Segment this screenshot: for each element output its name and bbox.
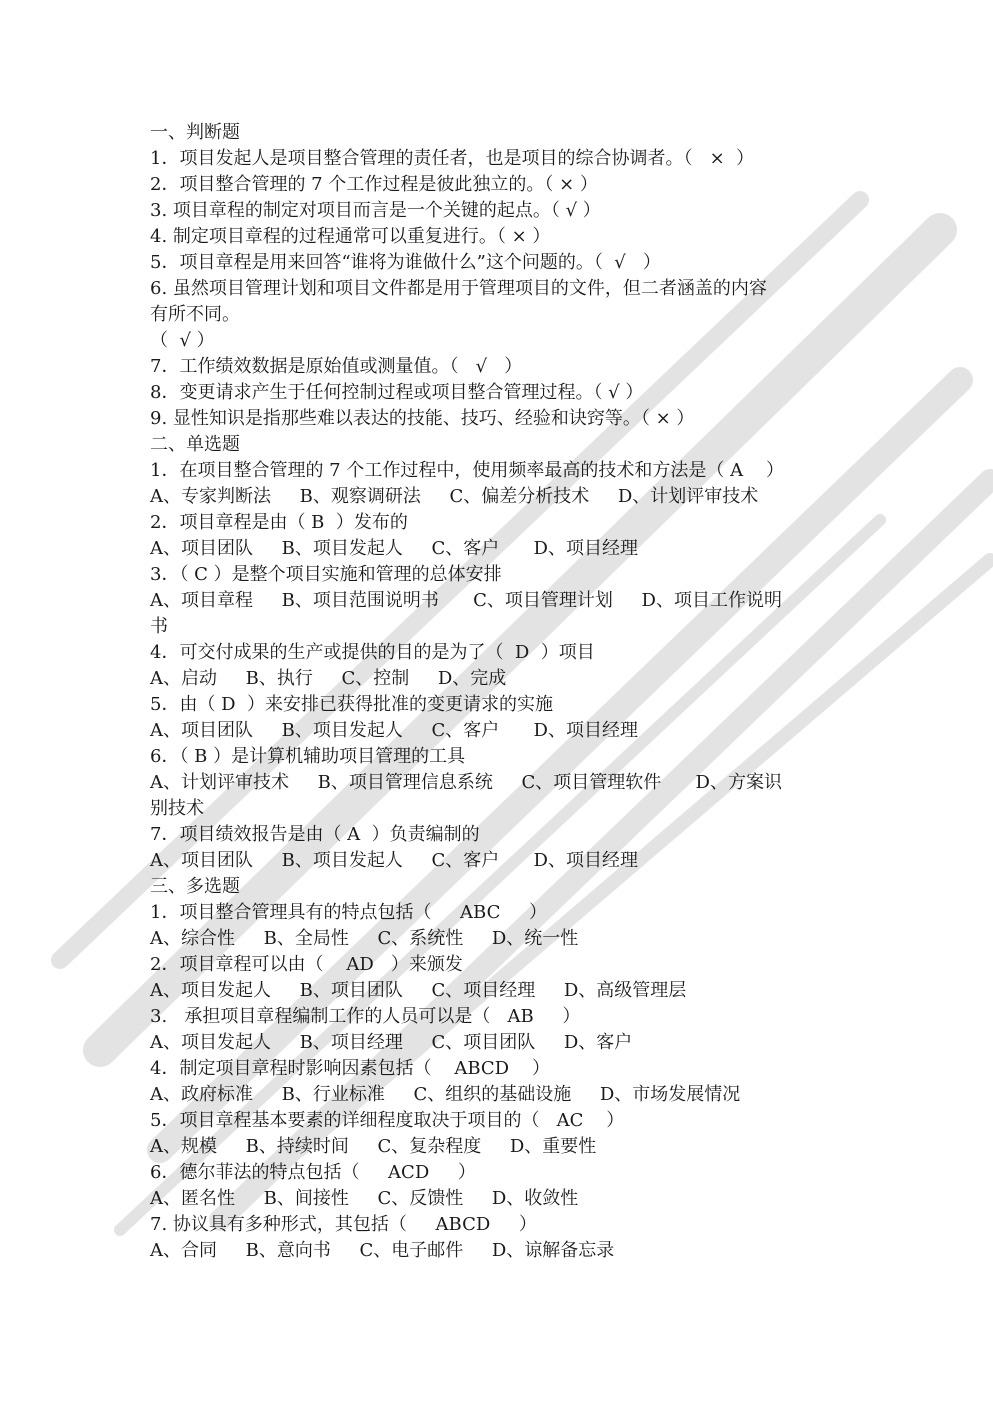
document-body: [150, 120, 850, 1264]
question-line: 7．工作绩效数据是原始值或测量值。（ √ ）: [150, 356, 523, 377]
question-line: 8．变更请求产生于任何控制过程或项目整合管理过程。（ √ ）: [150, 382, 644, 403]
options-line: A、启动 B、执行 C、控制 D、完成: [150, 668, 507, 689]
options-line: A、匿名性 B、间接性 C、反馈性 D、收敛性: [150, 1188, 579, 1209]
question-line: 3. 承担项目章程编制工作的人员可以是（ AB ）: [150, 1006, 581, 1027]
question-line: 有所不同。: [150, 304, 240, 325]
question-line: 2．项目章程可以由（ AD ）来颁发: [150, 954, 463, 975]
question-line: 2．项目整合管理的 7 个工作过程是彼此独立的。（ × ）: [150, 174, 598, 195]
options-line: A、计划评审技术 B、项目管理信息系统 C、项目管理软件 D、方案识: [150, 772, 782, 793]
options-line: 书: [150, 616, 168, 637]
question-line: 6．德尔菲法的特点包括（ ACD ）: [150, 1162, 476, 1183]
options-line: A、项目团队 B、项目发起人 C、客户 D、项目经理: [150, 850, 638, 871]
question-line: 2．项目章程是由（ B ）发布的: [150, 512, 408, 533]
options-line: A、综合性 B、全局性 C、系统性 D、统一性: [150, 928, 579, 949]
options-line: 别技术: [150, 798, 204, 819]
section-heading: 二、单选题: [150, 434, 240, 455]
question-line: 1．项目整合管理具有的特点包括（ ABC ）: [150, 902, 548, 923]
question-line: 5．项目章程是用来回答“谁将为谁做什么”这个问题的。（ √ ）: [150, 252, 661, 273]
options-line: A、项目团队 B、项目发起人 C、客户 D、项目经理: [150, 720, 638, 741]
question-line: 6．（ B ）是计算机辅助项目管理的工具: [150, 746, 466, 767]
options-line: A、合同 B、意向书 C、电子邮件 D、谅解备忘录: [150, 1240, 615, 1261]
section-multiple-choice: [150, 874, 850, 1264]
question-line: 7. 协议具有多种形式，其包括（ ABCD ）: [150, 1214, 537, 1235]
section-heading: 一、判断题: [150, 122, 240, 143]
options-line: A、项目章程 B、项目范围说明书 C、项目管理计划 D、项目工作说明: [150, 590, 782, 611]
section-true-false: [150, 120, 850, 432]
options-line: A、专家判断法 B、观察调研法 C、偏差分析技术 D、计划评审技术: [150, 486, 759, 507]
options-line: A、政府标准 B、行业标准 C、组织的基础设施 D、市场发展情况: [150, 1084, 741, 1105]
section-heading: 三、多选题: [150, 876, 240, 897]
question-line: 7．项目绩效报告是由（ A ）负责编制的: [150, 824, 480, 845]
section-single-choice: [150, 432, 850, 874]
question-line: 9. 显性知识是指那些难以表达的技能、技巧、经验和诀窍等。（ × ）: [150, 408, 695, 429]
options-line: A、项目发起人 B、项目经理 C、项目团队 D、客户: [150, 1032, 633, 1053]
question-line: （ √ ）: [150, 330, 215, 351]
question-line: 4．可交付成果的生产或提供的目的是为了（ D ）项目: [150, 642, 595, 663]
question-line: 4. 制定项目章程的过程通常可以重复进行。（ × ）: [150, 226, 551, 247]
question-line: 5．由（ D ）来安排已获得批准的变更请求的实施: [150, 694, 554, 715]
question-line: 1．项目发起人是项目整合管理的责任者，也是项目的综合协调者。（ × ）: [150, 148, 755, 169]
question-line: 5．项目章程基本要素的详细程度取决于项目的（ AC ）: [150, 1110, 625, 1131]
question-line: 6. 虽然项目管理计划和项目文件都是用于管理项目的文件，但二者涵盖的内容: [150, 278, 767, 299]
question-line: 4．制定项目章程时影响因素包括（ ABCD ）: [150, 1058, 550, 1079]
options-line: A、项目团队 B、项目发起人 C、客户 D、项目经理: [150, 538, 638, 559]
question-line: 3. 项目章程的制定对项目而言是一个关键的起点。（ √ ）: [150, 200, 601, 221]
question-line: 1．在项目整合管理的 7 个工作过程中，使用频率最高的技术和方法是（ A ）: [150, 460, 784, 481]
options-line: A、项目发起人 B、项目团队 C、项目经理 D、高级管理层: [150, 980, 687, 1001]
question-line: 3．（ C ）是整个项目实施和管理的总体安排: [150, 564, 502, 585]
options-line: A、规模 B、持续时间 C、复杂程度 D、重要性: [150, 1136, 597, 1157]
